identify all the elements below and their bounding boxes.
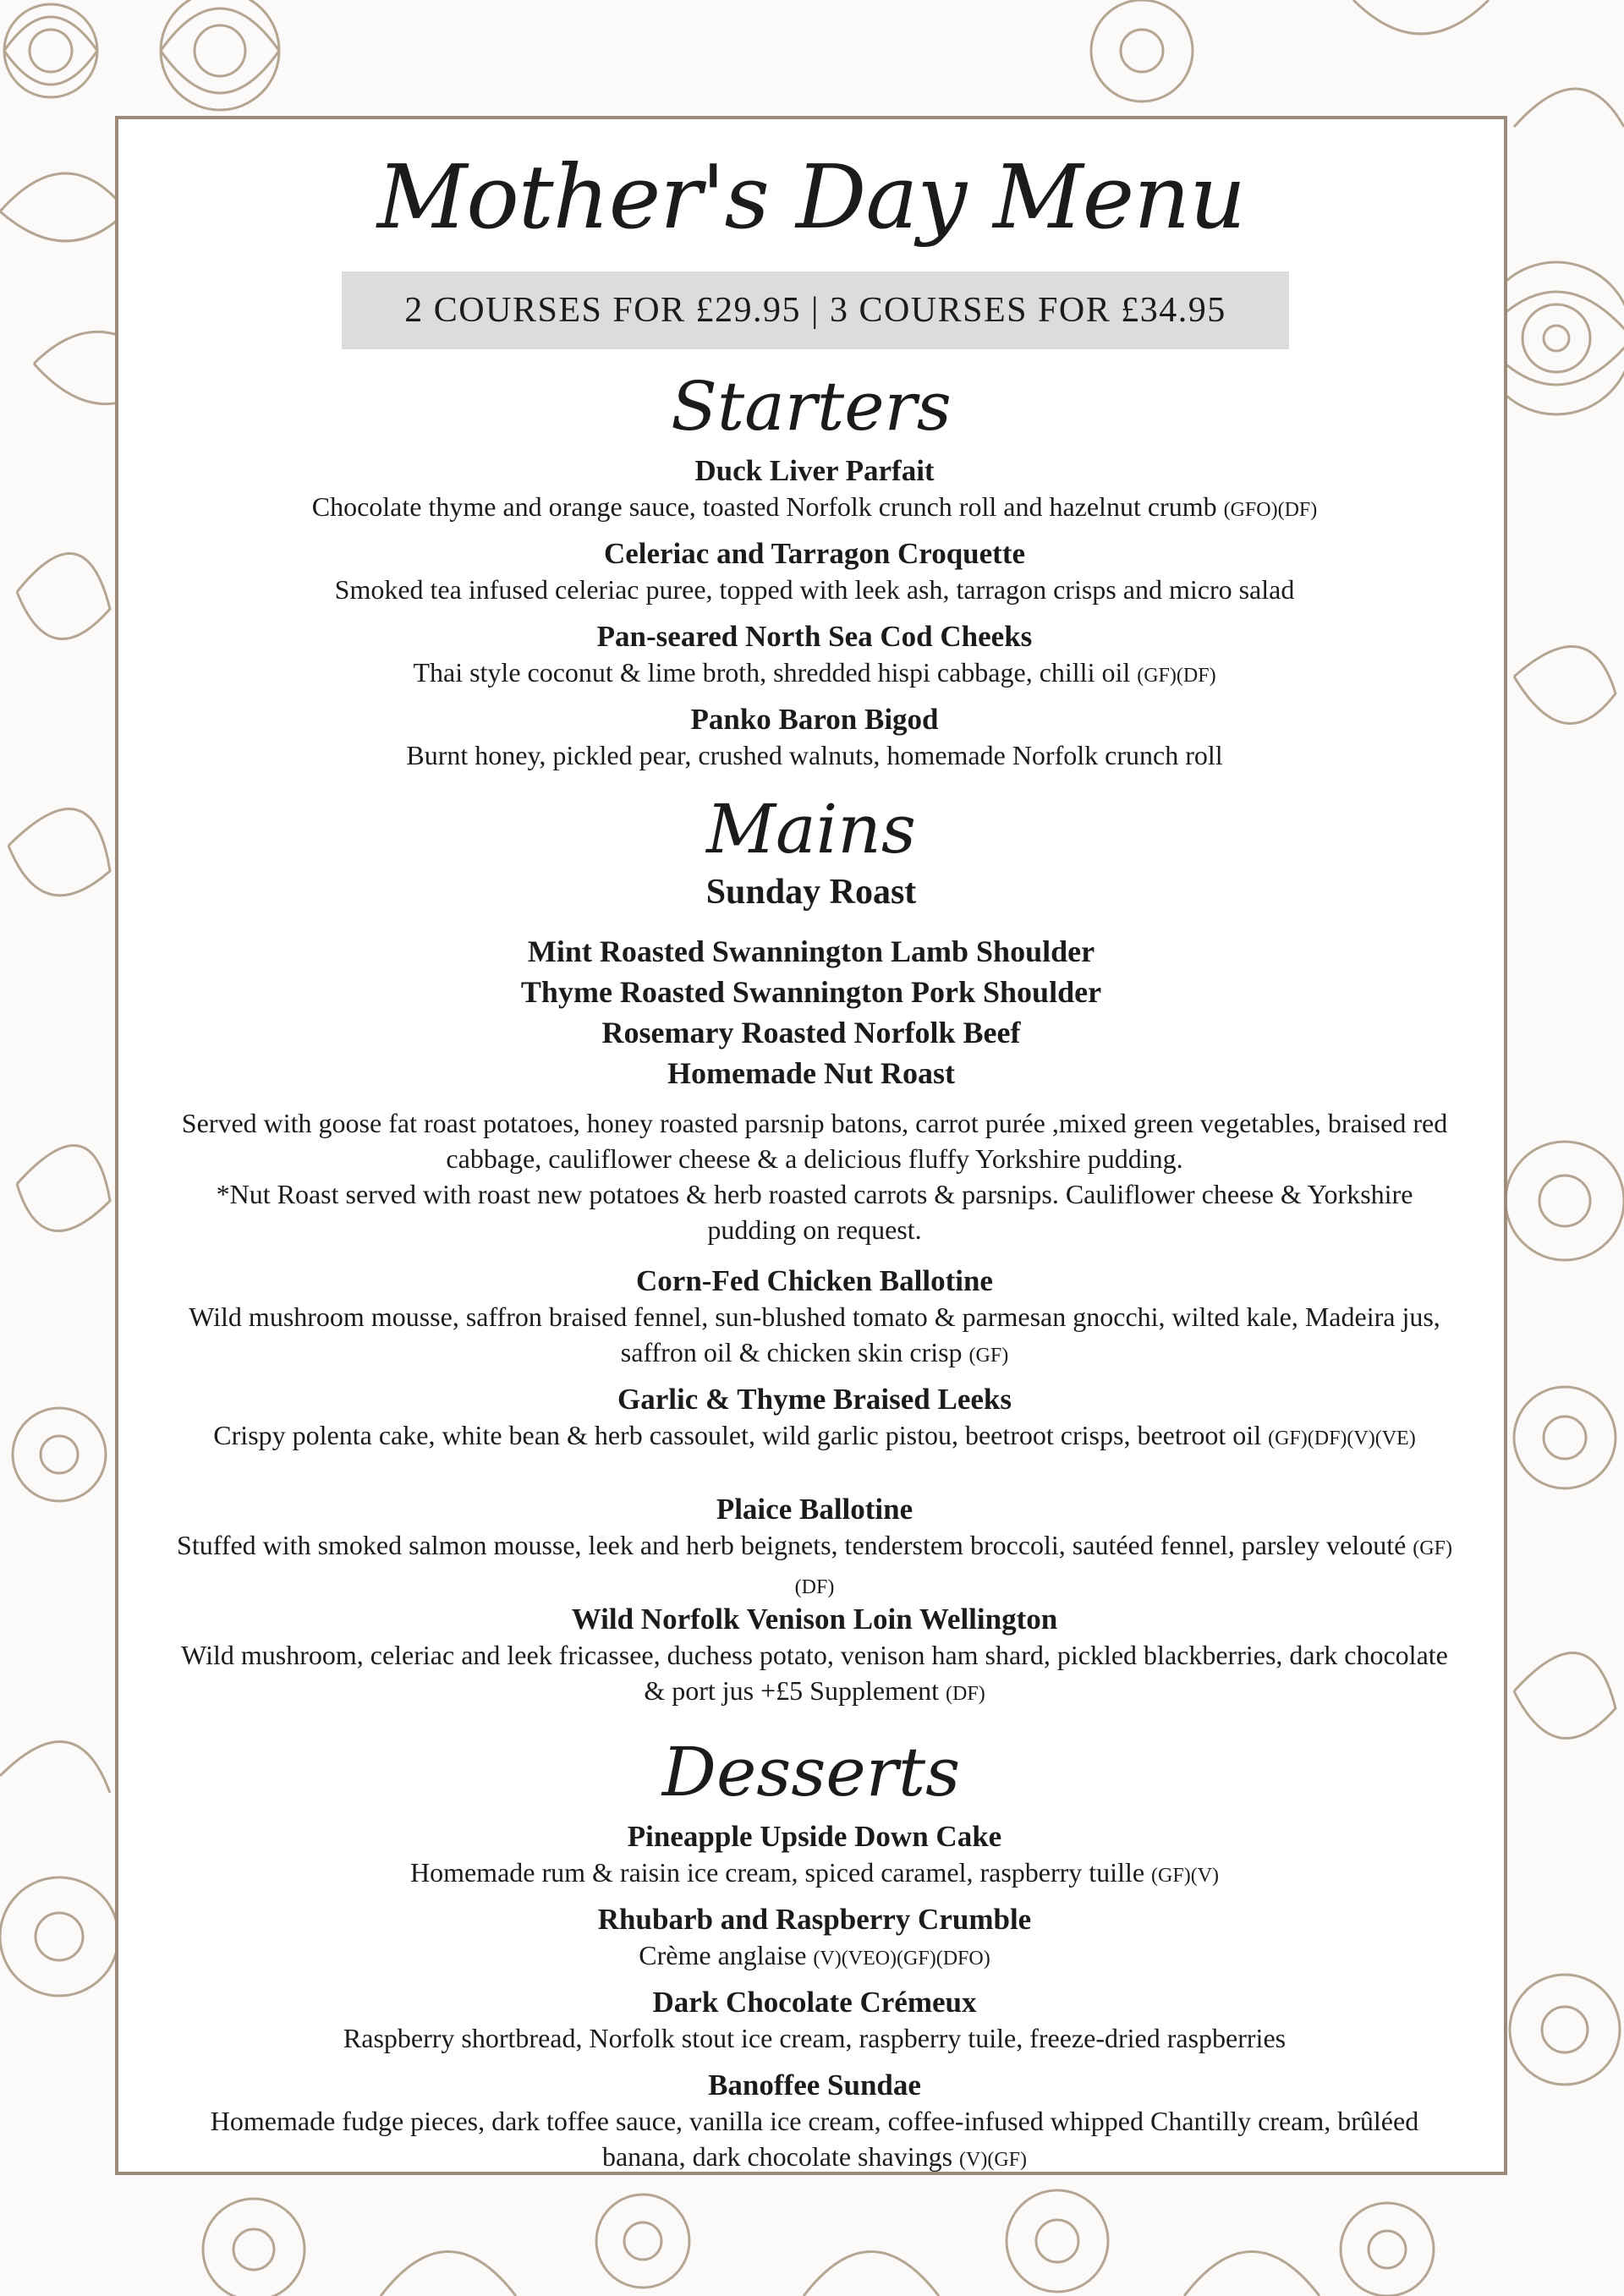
dietary-tags: (GF) [968,1345,1009,1367]
item-name: Plaice Ballotine [716,1493,914,1526]
item-name: Wild Norfolk Venison Loin Wellington [571,1603,1058,1636]
dietary-tags: (GFO)(DF) [1223,499,1318,521]
menu-item [169,453,1460,528]
menu-card [115,116,1507,2175]
item-name: Banoffee Sundae [708,2069,921,2101]
sunday-roast-heading: Sunday Roast [705,873,917,912]
desserts-heading: Desserts [661,1733,961,1811]
item-description: Smoked tea infused celeriac puree, topped with leek ash, tarragon crisps and micro salad [334,574,1295,605]
menu-item [169,1602,1460,1712]
menu-item [169,1263,1460,1373]
menu-item [169,1382,1460,1456]
starters-heading: Starters [671,367,952,446]
dietary-tags: (GF)(DF)(V)(VE) [1268,1427,1416,1449]
roast-description [169,1105,1460,1247]
item-description: Wild mushroom mousse, saffron braised fennel, sun-blushed tomato & parmesan gnocchi, wilted kale, Madeira jus, saffron oil & chicken skin crisp [189,1301,1440,1367]
dietary-tags: (V)(GF) [959,2149,1028,2171]
price-banner: 2 COURSES FOR £29.95 | 3 COURSES FOR £34.95 [342,271,1289,349]
item-name: Pineapple Upside Down Cake [627,1820,1002,1853]
item-name: Celeriac and Tarragon Croquette [603,537,1026,570]
item-description: Homemade rum & raisin ice cream, spiced caramel, raspberry tuille [409,1857,1145,1888]
menu-item [169,1985,1460,2056]
item-description: Thai style coconut & lime broth, shredded hispi cabbage, chilli oil [413,657,1131,688]
item-description: Chocolate thyme and orange sauce, toasted Norfolk crunch roll and hazelnut crumb [311,491,1217,522]
item-description: Crème anglaise [639,1940,807,1970]
roast-option: Homemade Nut Roast [667,1056,955,1090]
mains-heading: Mains [706,790,916,869]
roast-option: Rosemary Roasted Norfolk Beef [601,1016,1021,1049]
item-name: Corn-Fed Chicken Ballotine [636,1264,993,1297]
dietary-tags: (GF)(V) [1151,1865,1220,1887]
item-name: Duck Liver Parfait [694,454,935,487]
item-name: Dark Chocolate Crémeux [652,1986,977,2019]
menu-item [169,1902,1460,1976]
item-description: Burnt honey, pickled pear, crushed walnuts, homemade Norfolk crunch roll [406,740,1223,770]
roast-option: Thyme Roasted Swannington Pork Shoulder [520,975,1102,1009]
item-description: Stuffed with smoked salmon mousse, leek and herb beignets, tenderstem broccoli, sautéed fennel, parsley velouté [177,1530,1407,1560]
item-description: Homemade fudge pieces, dark toffee sauce, vanilla ice cream, coffee-infused whipped Chantilly cream, brûléed banana, dark chocolate shavings [210,2106,1419,2172]
dietary-tags: (GF)(DF) [794,1537,1452,1598]
dietary-tags: (DF) [946,1683,985,1705]
leaf-illustration [0,554,118,1996]
flower-illustration [203,2190,1434,2296]
dietary-tags: (V)(VEO)(GF)(DFO) [813,1948,990,1970]
item-description: Raspberry shortbread, Norfolk stout ice cream, raspberry tuile, freeze-dried raspberries [343,2023,1287,2053]
dietary-tags: (GF)(DF) [1137,665,1216,687]
leaf-illustration [1506,646,1624,2085]
menu-title: Mother's Day Menu [376,145,1246,249]
item-description: Crispy polenta cake, white bean & herb cassoulet, wild garlic pistou, beetroot crisps, beetroot oil [213,1420,1262,1450]
item-name: Garlic & Thyme Braised Leeks [617,1383,1012,1416]
item-description: Wild mushroom, celeriac and leek fricassee, duchess potato, venison ham shard, pickled blackberries, dark chocolate & port jus +£5 Supplement [181,1640,1448,1706]
roast-options-list [118,931,1504,1093]
nut-roast-note: *Nut Roast served with roast new potatoes & herb roasted carrots & parsnips. Cauliflower cheese & Yorkshire pudding on request. [216,1179,1413,1245]
item-name: Rhubarb and Raspberry Crumble [597,1903,1032,1936]
menu-item [169,702,1460,773]
menu-item [169,619,1460,693]
menu-item [169,1819,1460,1893]
menu-item [169,2068,1460,2178]
served-with-text: Served with goose fat roast potatoes, honey roasted parsnip batons, carrot purée ,mixed green vegetables, braised red cabbage, cauliflower cheese & a delicious fluffy Yorkshire pudding. [181,1108,1448,1174]
roast-option: Mint Roasted Swannington Lamb Shoulder [527,934,1095,968]
item-name: Pan-seared North Sea Cod Cheeks [596,620,1033,653]
item-name: Panko Baron Bigod [690,703,939,736]
menu-item [169,1492,1460,1605]
menu-item [169,536,1460,607]
